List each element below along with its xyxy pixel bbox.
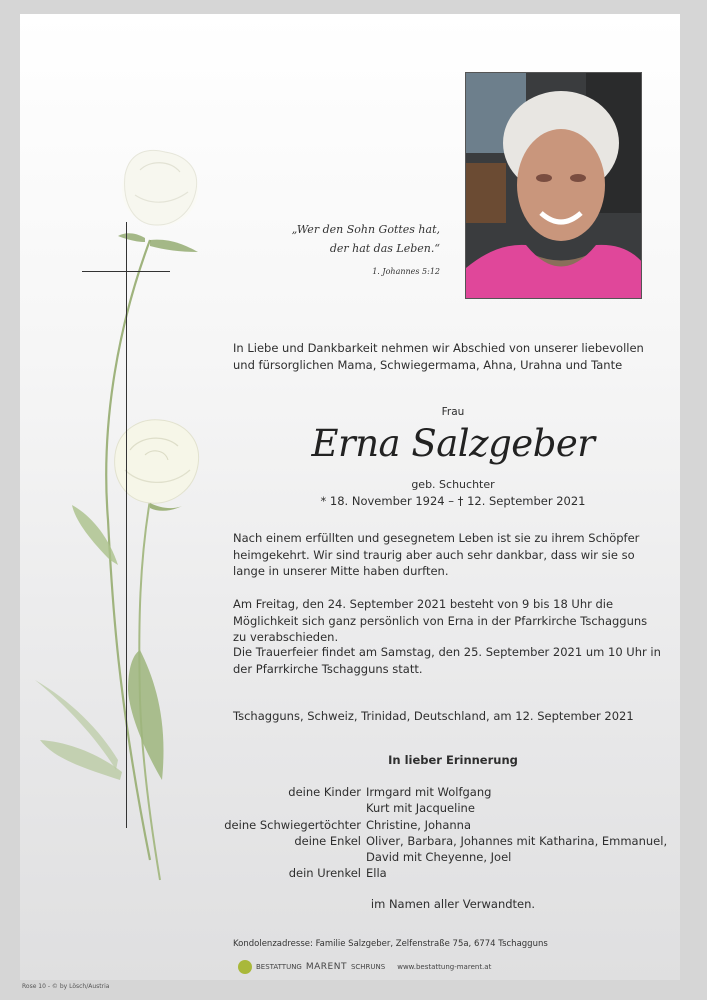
survivor-names: Ella xyxy=(366,866,387,881)
bible-quote xyxy=(248,220,440,281)
survivor-names: Christine, Johanna xyxy=(366,817,471,832)
survivor-row xyxy=(200,865,680,881)
funeral-home-logo xyxy=(238,960,491,974)
survivor-row xyxy=(200,817,680,833)
cross-vertical-line xyxy=(126,222,127,828)
place-date: Tschagguns, Schweiz, Trinidad, Deutschland, am 12. September 2021 xyxy=(233,709,634,723)
paragraph-viewing: Am Freitag, den 24. September 2021 besteht von 9 bis 18 Uhr die Möglichkeit sich ganz persönlich von Erna in der Pfarrkirche Tschagguns zu verabschieden. xyxy=(233,597,648,644)
salutation: Frau xyxy=(441,406,465,418)
paragraph-life: Nach einem erfüllten und gesegnetem Leben ist sie zu ihrem Schöpfer heimgekehrt. Wir sind traurig aber auch sehr dankbar, dass wir sie so lange in unserer Mitte haben durften. xyxy=(233,531,640,578)
intro-text: In Liebe und Dankbarkeit nehmen wir Abschied von unserer liebevollen und fürsorglichen Mama, Schwiegermama, Ahna, Urahna und Tante xyxy=(233,341,644,372)
survivor-row xyxy=(200,849,680,865)
memory-heading: In lieber Erinnerung xyxy=(388,753,518,767)
portrait-photo xyxy=(465,72,642,299)
quote-line-2: der hat das Leben.“ xyxy=(329,242,440,255)
deceased-name: Erna Salzgeber xyxy=(311,422,595,465)
survivor-relation: deine Enkel xyxy=(294,833,361,848)
survivor-names: Irmgard mit Wolfgang xyxy=(366,785,492,799)
survivor-row xyxy=(200,833,680,849)
survivor-row xyxy=(200,784,680,800)
footer-brand: MARENT xyxy=(305,962,347,972)
quote-reference: 1. Johannes 5:12 xyxy=(372,267,440,276)
survivor-names: Kurt mit Jacqueline xyxy=(366,801,475,816)
survivor-row xyxy=(200,800,680,816)
birth-name: geb. Schuchter xyxy=(411,478,495,491)
survivor-relation: deine Schwiegertöchter xyxy=(224,817,361,832)
paragraph-funeral: Die Trauerfeier findet am Samstag, den 25. September 2021 um 10 Uhr in der Pfarrkirche Tschagguns statt. xyxy=(233,645,661,676)
survivor-names: Oliver, Barbara, Johannes mit Katharina, Emmanuel, xyxy=(366,833,668,848)
survivor-relation: deine Kinder xyxy=(288,785,361,799)
all-relatives: im Namen aller Verwandten. xyxy=(370,897,536,911)
survivor-names: David mit Cheyenne, Joel xyxy=(366,850,512,865)
quote-line-1: „Wer den Sohn Gottes hat, xyxy=(291,223,440,236)
condolence-address: Kondolenzadresse: Familie Salzgeber, Zelfenstraße 75a, 6774 Tschagguns xyxy=(233,939,548,949)
cross-logo-icon xyxy=(238,960,252,974)
survivor-relation xyxy=(200,849,366,865)
life-dates: * 18. November 1924 – † 12. September 2021 xyxy=(320,494,586,508)
footer-website[interactable]: www.bestattung-marent.at xyxy=(397,963,492,971)
survivor-relation: dein Urenkel xyxy=(288,866,361,881)
survivor-relation xyxy=(200,800,366,816)
image-credit: Rose 10 - © by Lösch/Austria xyxy=(22,983,110,990)
survivors-list xyxy=(200,784,680,882)
footer-bestattung: BESTATTUNG xyxy=(256,963,302,971)
footer-city: SCHRUNS xyxy=(350,963,386,971)
cross-horizontal-line xyxy=(82,271,170,272)
